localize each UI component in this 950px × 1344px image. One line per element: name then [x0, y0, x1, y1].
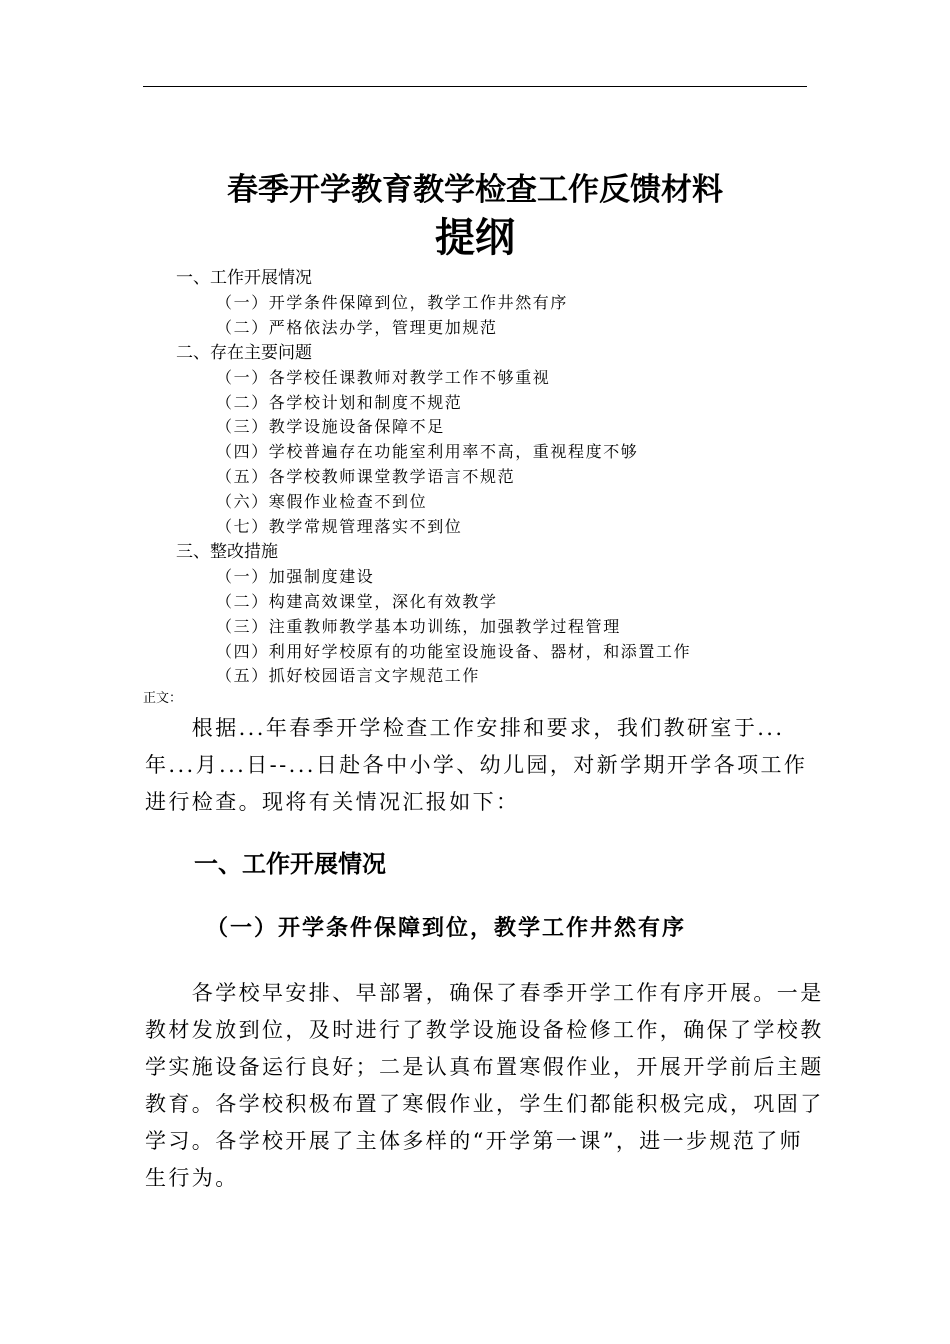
- outline-item: （二）构建高效课堂，深化有效教学: [216, 592, 498, 611]
- outline-section-3: 三、整改措施: [176, 542, 278, 562]
- header-rule: [143, 86, 807, 87]
- outline-item: （五）各学校教师课堂教学语言不规范: [216, 467, 516, 486]
- outline-item: （一）各学校任课教师对教学工作不够重视: [216, 368, 551, 387]
- paragraph-line: 学实施设备运行良好；二是认真布置寒假作业，开展开学前后主题: [145, 1055, 824, 1079]
- intro-paragraph: [145, 710, 808, 821]
- outline-item: （四）学校普遍存在功能室利用率不高，重视程度不够: [216, 442, 639, 461]
- document-title: 春季开学教育教学检查工作反馈材料: [227, 172, 723, 208]
- outline-item: （二）各学校计划和制度不规范: [216, 393, 463, 412]
- paragraph-line: 进行检查。现将有关情况汇报如下：: [145, 790, 520, 814]
- outline-item: （五）抓好校园语言文字规范工作: [216, 666, 481, 685]
- outline-item: （三）教学设施设备保障不足: [216, 417, 445, 436]
- body-paragraph: [145, 975, 824, 1197]
- outline-item: （七）教学常规管理落实不到位: [216, 517, 463, 536]
- section-heading: 一、工作开展情况: [194, 850, 386, 878]
- subsection-heading: （一）开学条件保障到位，教学工作井然有序: [206, 915, 687, 941]
- outline-item: （六）寒假作业检查不到位: [216, 492, 428, 511]
- outline-item: （一）加强制度建设: [216, 567, 375, 586]
- outline-item: （二）严格依法办学，管理更加规范: [216, 318, 498, 337]
- body-label: 正文：: [143, 691, 183, 706]
- paragraph-line: 学习。各学校开展了主体多样的“开学第一课”，进一步规范了师: [145, 1129, 804, 1153]
- paragraph-line: 根据...年春季开学检查工作安排和要求，我们教研室于...: [145, 716, 785, 740]
- outline-item: （一）开学条件保障到位，教学工作井然有序: [216, 293, 569, 312]
- paragraph-line: 年...月...日--...日赴各中小学、幼儿园，对新学期开学各项工作: [145, 753, 808, 777]
- paragraph-line: 教材发放到位，及时进行了教学设施设备检修工作，确保了学校教: [145, 1018, 824, 1042]
- document-subtitle: 提纲: [435, 215, 515, 261]
- paragraph-line: 生行为。: [145, 1166, 239, 1190]
- outline-item: （四）利用好学校原有的功能室设施设备、器材，和添置工作: [216, 642, 692, 661]
- outline-section-1: 一、工作开展情况: [176, 268, 312, 288]
- paragraph-line: 教育。各学校积极布置了寒假作业，学生们都能积极完成，巩固了: [145, 1092, 824, 1116]
- outline-item: （三）注重教师教学基本功训练，加强教学过程管理: [216, 617, 621, 636]
- outline-section-2: 二、存在主要问题: [176, 343, 312, 363]
- paragraph-line: 各学校早安排、早部署，确保了春季开学工作有序开展。一是: [145, 981, 824, 1005]
